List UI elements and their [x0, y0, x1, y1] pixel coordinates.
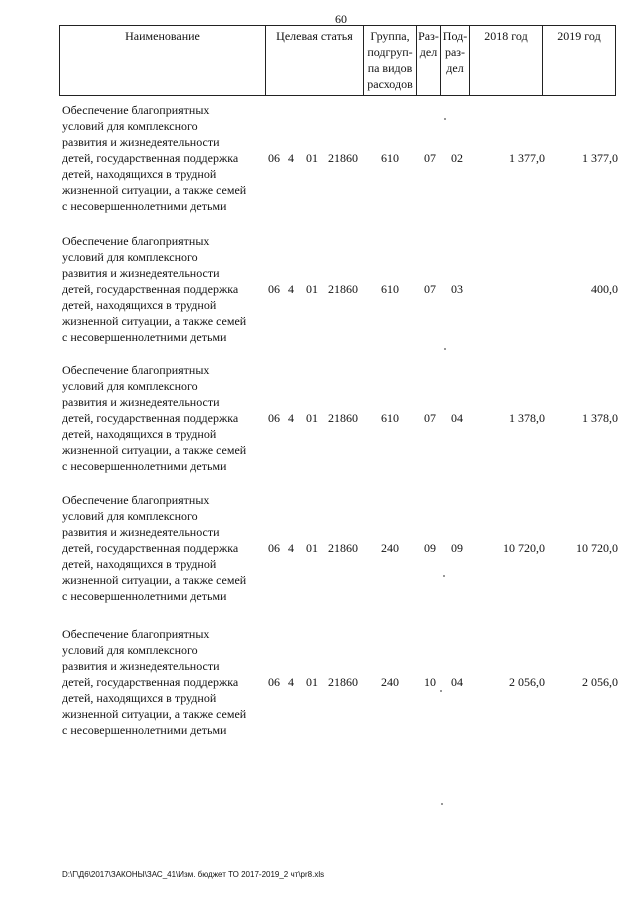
group-code: 240 — [381, 541, 399, 555]
code-main-activity: 01 — [306, 675, 318, 689]
code-main-activity: 01 — [306, 411, 318, 425]
code-subprogram: 4 — [288, 282, 294, 296]
podrazdel-code: 02 — [451, 151, 463, 165]
page-number: 60 — [335, 12, 347, 26]
podrazdel-code: 03 — [451, 282, 463, 296]
header-year-2019: 2019 год — [543, 26, 616, 96]
code-subprogram: 4 — [288, 411, 294, 425]
value-2018: 2 056,0 — [509, 675, 545, 689]
value-2019: 1 377,0 — [582, 151, 618, 165]
row-name: Обеспечение благоприятных условий для комплексного развития и жизнедеятельности детей, государственная поддержка детей, находящихся в трудной жизненной ситуации, а также семей с несовершеннолетними детьми — [62, 627, 247, 737]
code-subprogram: 4 — [288, 675, 294, 689]
razdel-code: 07 — [424, 282, 436, 296]
code-direction: 21860 — [328, 541, 358, 555]
code-program: 06 — [268, 151, 280, 165]
code-direction: 21860 — [328, 675, 358, 689]
group-code: 610 — [381, 282, 399, 296]
row-name: Обеспечение благоприятных условий для комплексного развития и жизнедеятельности детей, государственная поддержка детей, находящихся в трудной жизненной ситуации, а также семей с несовершеннолетними детьми — [62, 103, 247, 213]
value-2018: 1 378,0 — [509, 411, 545, 425]
code-program: 06 — [268, 541, 280, 555]
scan-speck — [443, 575, 445, 577]
code-program: 06 — [268, 411, 280, 425]
value-2019: 2 056,0 — [582, 675, 618, 689]
header-target-article: Целевая статья — [266, 26, 364, 96]
scan-speck — [444, 118, 446, 120]
table-header — [59, 25, 616, 96]
value-2018: 10 720,0 — [503, 541, 545, 555]
scan-speck — [440, 690, 442, 692]
header-podrazdel: Под- раз- дел — [441, 26, 470, 96]
code-direction: 21860 — [328, 151, 358, 165]
row-name: Обеспечение благоприятных условий для комплексного развития и жизнедеятельности детей, государственная поддержка детей, находящихся в трудной жизненной ситуации, а также семей с несовершеннолетними детьми — [62, 363, 247, 473]
group-code: 240 — [381, 675, 399, 689]
code-main-activity: 01 — [306, 541, 318, 555]
code-program: 06 — [268, 675, 280, 689]
header-year-2018: 2018 год — [470, 26, 543, 96]
code-program: 06 — [268, 282, 280, 296]
razdel-code: 10 — [424, 675, 436, 689]
podrazdel-code: 04 — [451, 411, 463, 425]
header-name: Наименование — [60, 26, 266, 96]
code-direction: 21860 — [328, 411, 358, 425]
scan-speck — [441, 803, 443, 805]
razdel-code: 09 — [424, 541, 436, 555]
value-2018: 1 377,0 — [509, 151, 545, 165]
row-name: Обеспечение благоприятных условий для комплексного развития и жизнедеятельности детей, государственная поддержка детей, находящихся в трудной жизненной ситуации, а также семей с несовершеннолетними детьми — [62, 234, 247, 344]
code-main-activity: 01 — [306, 151, 318, 165]
footer-file-path: D:\Г\Д6\2017\ЗАКОНЫ\ЗАС_41\Изм. бюджет ТО 2017-2019_2 чт\pr8.xls — [62, 870, 325, 879]
group-code: 610 — [381, 411, 399, 425]
row-name: Обеспечение благоприятных условий для комплексного развития и жизнедеятельности детей, государственная поддержка детей, находящихся в трудной жизненной ситуации, а также семей с несовершеннолетними детьми — [62, 493, 247, 603]
code-main-activity: 01 — [306, 282, 318, 296]
code-direction: 21860 — [328, 282, 358, 296]
podrazdel-code: 04 — [451, 675, 463, 689]
razdel-code: 07 — [424, 411, 436, 425]
scan-speck — [444, 348, 446, 350]
podrazdel-code: 09 — [451, 541, 463, 555]
code-subprogram: 4 — [288, 151, 294, 165]
value-2019: 10 720,0 — [576, 541, 618, 555]
header-razdel: Раз- дел — [417, 26, 441, 96]
code-subprogram: 4 — [288, 541, 294, 555]
value-2019: 1 378,0 — [582, 411, 618, 425]
header-group: Группа, подгруп- па видов расходов — [364, 26, 417, 96]
group-code: 610 — [381, 151, 399, 165]
value-2019: 400,0 — [591, 282, 618, 296]
razdel-code: 07 — [424, 151, 436, 165]
